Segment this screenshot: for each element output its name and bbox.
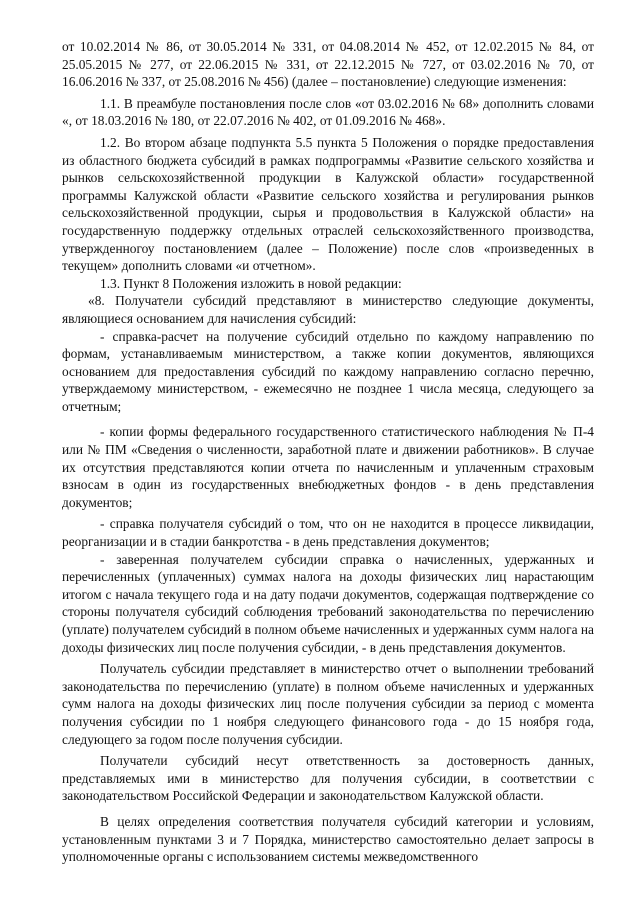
paragraph-1-1: 1.1. В преамбуле постановления после слов «от 03.02.2016 № 68» дополнить словами «, от 18.03.2016 № 180, от 22.07.2016 № 402, от 01.09.2016 № 468». — [62, 95, 594, 129]
paragraph-point-8: «8. Получатели субсидий представляют в министерство следующие документы, являющиеся основанием для начисления субсидий: — [62, 293, 594, 326]
paragraph-amendment-list: от 10.02.2014 № 86, от 30.05.2014 № 331, от 04.08.2014 № 452, от 12.02.2015 № 84, от 25.05.2015 № 277, от 22.06.2015 № 331, от 22.12.2015 № 727, от 03.02.2016 № 70, от 16.06.2016 № 337, от 25.08.2016 № 456) (далее – постановление) следующие изменения: — [62, 39, 594, 90]
paragraph-list-item-liquidation: - справка получателя субсидий о том, что он не находится в процессе ликвидации, реорганизации и в стадии банкротства - в день представления документов; — [62, 516, 594, 550]
paragraph-interagency-requests: В целях определения соответствия получателя субсидий категории и условиям, установленным пунктами 3 и 7 Порядка, министерство самостоятельно делает запросы в уполномоченные органы с использованием системы межведомственного — [62, 813, 594, 865]
paragraph-1-2: 1.2. Во втором абзаце подпункта 5.5 пункта 5 Положения о порядке предоставления из областного бюджета субсидий в рамках подпрограммы «Развитие сельского хозяйства и рынков сельскохозяйственной продукции в Калужской области» государственной программы Калужской области «Развитие сельского хозяйства и регулирования рынков сельскохозяйственной продукции, сырья и продовольствия в Калужской области» на государственную поддержку отдельных отраслей сельскохозяйственного производства, утвержденногоу постановлением (далее – Положение) после слов «произведенных в текущем» дополнить словами «и отчетном». — [62, 134, 594, 274]
document-page — [62, 38, 594, 866]
paragraph-list-item-statistics: - копии формы федерального государственного статистического наблюдения № П-4 или № ПМ «Сведения о численности, заработной плате и движении работников». В случае их отсутствия представляются копии отчета по начисленным и уплаченным страховым взносам в один из государственных внебюджетных фондов - в день представления документов; — [62, 424, 594, 510]
paragraph-tax-report: Получатель субсидии представляет в министерство отчет о выполнении требований законодательства по перечислению (уплате) в полном объеме начисленных и удержанных сумм налога на доходы физических лиц после получения субсидии за период с момента получения субсидии по 1 ноября следующего финансового года - до 15 ноября года, следующего за годом после получения субсидии. — [62, 661, 594, 747]
paragraph-responsibility: Получатели субсидий несут ответственность за достоверность данных, представляемых ими в министерство для получения субсидии, в соответствии с законодательством Российской Федерации и законодательством Калужской области. — [62, 753, 594, 804]
paragraph-1-3: 1.3. Пункт 8 Положения изложить в новой редакции: — [100, 275, 402, 291]
paragraph-list-item-calculation: - справка-расчет на получение субсидий отдельно по каждому направлению по формам, устанавливаемым министерством, а также копии документов, являющихся основанием для предоставления субсидий по каждому направлению согласно перечню, утверждаемому министерством, - ежемесячно не позднее 1 числа месяца, следующего за отчетным; — [62, 328, 594, 414]
paragraph-list-item-tax-certificate: - заверенная получателем субсидии справка о начисленных, удержанных и перечисленных (уплаченных) суммах налога на доходы физических лиц нарастающим итогом с начала текущего года и на дату подачи документов, содержащая подтверждение со стороны получателя субсидий соблюдения требований законодательства по перечислению (уплате) получателем субсидий в полном объеме начисленных и удержанных сумм налога на доходы физических лиц после получения субсидии, - в день представления документов. — [62, 551, 594, 655]
